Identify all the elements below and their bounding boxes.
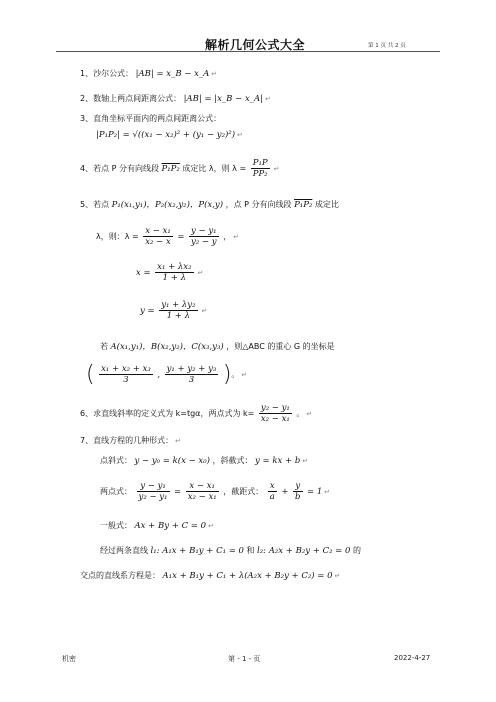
item-7-point-slope-label: 点斜式： <box>100 456 132 465</box>
item-6-slope-frac <box>259 403 292 424</box>
item-6-label: 6、求直线斜率的定义式为 k=tgα，两点式为 k= <box>80 409 255 418</box>
item-7-ic-frac-y <box>293 481 302 502</box>
item-5-y-lhs: y = <box>140 306 155 316</box>
item-3-formula: |P₁P₂| = √((x₁ − x₂)² + (y₁ − y₂)²) <box>96 130 236 140</box>
item-5-text-c: 成定比 <box>314 200 339 209</box>
item-5-y-frac <box>159 300 197 321</box>
item-7-family-line: 交点的直线系方程是： A₁x + B₁y + C₁ + λ(A₂x + B₂y + C₂) = 0 ↵ <box>80 571 341 581</box>
item-6-den: x₂ − x₁ <box>259 413 292 424</box>
item-5-y-den: 1 + λ <box>159 310 197 321</box>
item-7-family-label: 交点的直线系方程是： <box>80 571 160 580</box>
item-3-label: 3、直角坐标平面内的两点间距离公式： <box>80 114 222 123</box>
item-7-slope-int: y = kx + b <box>255 456 301 466</box>
item-3-formula-line: |P₁P₂| = √((x₁ − x₂)² + (y₁ − y₂)²) ↵ <box>96 130 243 140</box>
item-5-g-den1: 3 <box>99 374 153 385</box>
document-title: 解析几何公式大全 <box>205 38 306 52</box>
item-7-ic-frac-x <box>268 481 277 502</box>
item-7-family: A₁x + B₁y + C₁ + λ(A₂x + B₂y + C₂) = 0 <box>162 571 333 581</box>
footer-page-number: 第 - 1 - 页 <box>228 655 261 663</box>
item-4: 4、若点 P 分有向线段 P₁P₂ 成定比 λ，则 λ = $\frac{\text{P₁P}}{\text{PP₂}}$ ↵ <box>80 158 280 179</box>
item-5-x-frac <box>155 262 193 283</box>
item-2: 2、数轴上两点间距离公式： |AB| = |x_B − x_A| ↵ <box>80 94 271 104</box>
item-4-mid: 成定比 λ，则 λ = <box>182 164 247 173</box>
item-7-point-slope-line: 点斜式： y − y₀ = k(x − x₀) ，斜截式： y = kx + b ↵ <box>100 456 309 466</box>
item-4-num: P₁P <box>252 158 268 168</box>
item-5-lambda-frac-x <box>143 226 173 247</box>
item-5-lambda-frac-y <box>189 226 219 247</box>
item-7-ic-den1: a <box>269 492 275 502</box>
item-7-tp-num1: y − y₁ <box>140 481 166 491</box>
item-6: 6、求直线斜率的定义式为 k=tgα，两点式为 k= $\frac{\text{y₂ − y₁}}{\text{x₂ − x₁}}$ 。 ↵ <box>80 403 313 424</box>
item-7-tp-den2: x₂ − x₁ <box>187 492 217 502</box>
item-5-lambda-label: λ，则：λ = <box>96 232 139 241</box>
item-5-centroid-points: A(x₁,y₁)，B(x₂,y₂)，C(x₃,y₃) <box>110 342 224 352</box>
item-5-x-num: x₁ + λx₂ <box>157 262 192 272</box>
item-4-den: PP₂ <box>252 169 268 179</box>
item-5-g-frac-x <box>99 364 153 385</box>
item-7-through-b: 的 <box>352 546 361 555</box>
header-rule <box>56 51 440 52</box>
item-1-formula: |AB| = x_B − x_A <box>135 69 210 79</box>
item-5-y-num: y₁ + λy₂ <box>161 300 196 310</box>
item-1: 1、沙尔公式： |AB| = x_B − x_A ↵ <box>80 69 218 79</box>
item-5-f1-num: x − x₁ <box>145 226 171 236</box>
item-7-through-a: 经过两条直线 <box>100 546 148 555</box>
item-5-g-den2: 3 <box>165 374 219 385</box>
item-5-x-line: x = $\frac{\text{x₁ + λx₂}}{1 + \lambda}$ ↵ <box>136 262 204 283</box>
item-7-tp-den1: y₂ − y₁ <box>138 492 168 502</box>
item-7-ic-den2: b <box>295 492 301 502</box>
item-7-title: 7、直线方程的几种形式： <box>80 436 174 445</box>
item-5-g-num2: y₁ + y₂ + y₃ <box>166 364 217 374</box>
item-7-ic-num2: y <box>295 481 301 491</box>
item-7-tp-frac-x <box>186 481 219 502</box>
item-7-line-l2: l₂: A₂x + B₂y + C₂ = 0 <box>257 546 351 556</box>
item-2-label: 2、数轴上两点间距离公式： <box>80 94 182 103</box>
item-5-centroid-formula: ( $\frac{\text{x₁ + x₂ + x₃}}{3}$ , $\frac{\text{y₁ + y₂ + y₃}}{3}$ )。 ↵ <box>86 362 248 387</box>
item-7-ic-num1: x <box>269 481 275 491</box>
item-5-label: 5、若点 <box>80 200 110 209</box>
item-4-segment: P₁P₂ <box>161 164 180 174</box>
item-5-points: P₁(x₁,y₁)，P₂(x₂,y₂)，P(x,y) <box>111 200 224 210</box>
item-5-centroid-line <box>100 340 335 352</box>
item-5-x-den: 1 + λ <box>155 272 193 283</box>
item-7-two-point-line: 两点式： $\frac{\text{y − y₁}}{\text{y₂ − y₁}}$ = $\frac{\text{x − x₁}}{\text{x₂ − x₁}}$ ，截距式： $\frac{x}{a}$ + $\frac{y}{b}$ = 1 ↵ <box>100 481 331 502</box>
item-5-segment: P₁P₂ <box>294 200 313 210</box>
item-5-f2-den: y₂ − y <box>191 237 217 247</box>
item-5-g-frac-y <box>165 364 219 385</box>
item-2-formula: |AB| = |x_B − x_A| <box>183 94 264 104</box>
item-5-centroid-b: ，则△ABC 的重心 G 的坐标是 <box>226 342 335 351</box>
item-7-line-l1: l₁: A₁x + B₁y + C₁ = 0 <box>150 546 244 556</box>
item-7-two-point-label: 两点式： <box>100 487 132 496</box>
item-5-lambda-line: λ，则：λ = $\frac{\text{x − x₁}}{\text{x₂ − x}}$ = $\frac{\text{y − y₁}}{\text{y₂ − y}}$ ， ↵ <box>96 226 239 247</box>
item-4-label: 4、若点 P 分有向线段 <box>80 164 159 173</box>
item-7-tp-num2: x − x₁ <box>189 481 215 491</box>
item-5-line1 <box>80 198 339 210</box>
item-5-y-line: y = $\frac{\text{y₁ + λy₂}}{1 + \lambda}$ ↵ <box>140 300 208 321</box>
item-7-tp-frac-y <box>137 481 170 502</box>
item-7-general: Ax + By + C = 0 <box>134 521 207 531</box>
item-5-x-lhs: x = <box>136 268 151 278</box>
item-7-through-mid: 和 <box>246 546 255 555</box>
item-7-point-slope: y − y₀ = k(x − x₀) <box>134 456 210 466</box>
item-7-through-line <box>100 545 361 556</box>
item-7-label: 7、直线方程的几种形式： ↵ <box>80 436 181 445</box>
item-7-general-label: 一般式： <box>100 521 132 530</box>
item-5-f2-num: y − y₁ <box>191 226 217 236</box>
item-7-intercept-label: ，截距式： <box>223 487 264 496</box>
item-5-centroid-a: 若 <box>100 342 108 351</box>
item-1-label: 1、沙尔公式： <box>80 69 134 78</box>
footer-date: 2022-4-27 <box>394 654 431 662</box>
item-4-fraction <box>251 158 270 179</box>
footer-left: 机密 <box>62 655 76 663</box>
item-7-slope-int-label: ，斜截式： <box>212 456 253 465</box>
header-page-info: 第 1 页 共 2 页 <box>368 43 406 49</box>
item-6-num: y₂ − y₁ <box>260 403 290 413</box>
item-5-g-num1: x₁ + x₂ + x₃ <box>101 364 151 374</box>
item-5-f1-den: x₂ − x <box>145 237 171 247</box>
item-7-general-line: 一般式： Ax + By + C = 0 ↵ <box>100 521 214 531</box>
item-5-text-b: ，点 P 分有向线段 <box>225 200 292 209</box>
